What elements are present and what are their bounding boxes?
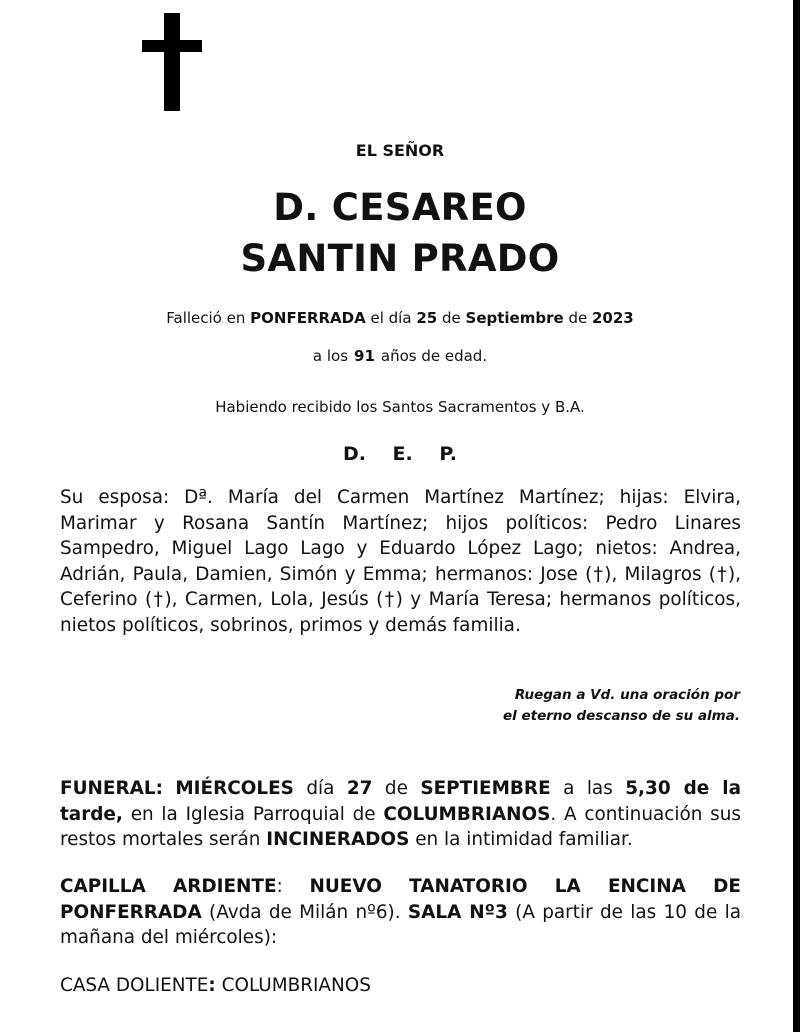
death-statement: Falleció en PONFERRADA el día 25 de Septiembre de 2023 <box>166 309 634 327</box>
deceased-name-line1: D. CESAREO <box>273 186 527 229</box>
casa-doliente: CASA DOLIENTE: COLUMBRIANOS <box>60 975 371 996</box>
family-paragraph: Su esposa: Dª. María del Carmen Martínez Martínez; hijas: Elvira, Marimar y Rosana Santín Martínez; hijos políticos: Pedro Linares Sampedro, Miguel Lago Lago y Eduardo López Lago; nietos: Andrea, Adrián, Paula, Damien, Simón y Emma; hermanos: Jose (†), Milagros (†), Ceferino (†), Carmen, Lola, Jesús (†) y María Teresa; hermanos políticos, nietos políticos, sobrinos, primos y demás familia. <box>60 487 741 636</box>
prayer-request: Ruegan a Vd. una oración por el eterno descanso de su alma. <box>503 687 740 724</box>
death-place: PONFERRADA <box>250 309 366 327</box>
capilla-paragraph: CAPILLA ARDIENTE: NUEVO TANATORIO LA ENCINA DE PONFERRADA (Avda de Milán nº6). SALA Nº3 (A partir de las 10 de la mañana del miércoles): <box>60 876 741 949</box>
deceased-name-line2: SANTIN PRADO <box>240 237 560 280</box>
death-day: 25 <box>416 309 438 327</box>
room-number: SALA Nº3 <box>407 901 508 923</box>
dep-heading: D. E. P. <box>342 443 458 465</box>
age-value: 91 <box>354 347 375 365</box>
tanatorio-name: NUEVO TANATORIO LA ENCINA DE PONFERRADA <box>60 876 741 923</box>
honorific-title: EL SEÑOR <box>355 141 445 160</box>
church-name: COLUMBRIANOS <box>383 803 551 825</box>
death-month: Septiembre <box>465 309 564 327</box>
cross-icon <box>142 13 202 111</box>
funeral-paragraph: FUNERAL: MIÉRCOLES día 27 de SEPTIEMBRE a las 5,30 de la tarde, en la Iglesia Parroquial de COLUMBRIANOS. A continuación sus restos mortales serán INCINERADOS en la intimidad familiar. <box>60 778 741 851</box>
age-statement: a los 91 años de edad. <box>312 347 488 365</box>
death-year: 2023 <box>591 309 634 327</box>
sacraments-statement: Habiendo recibido los Santos Sacramentos y B.A. <box>215 398 585 416</box>
